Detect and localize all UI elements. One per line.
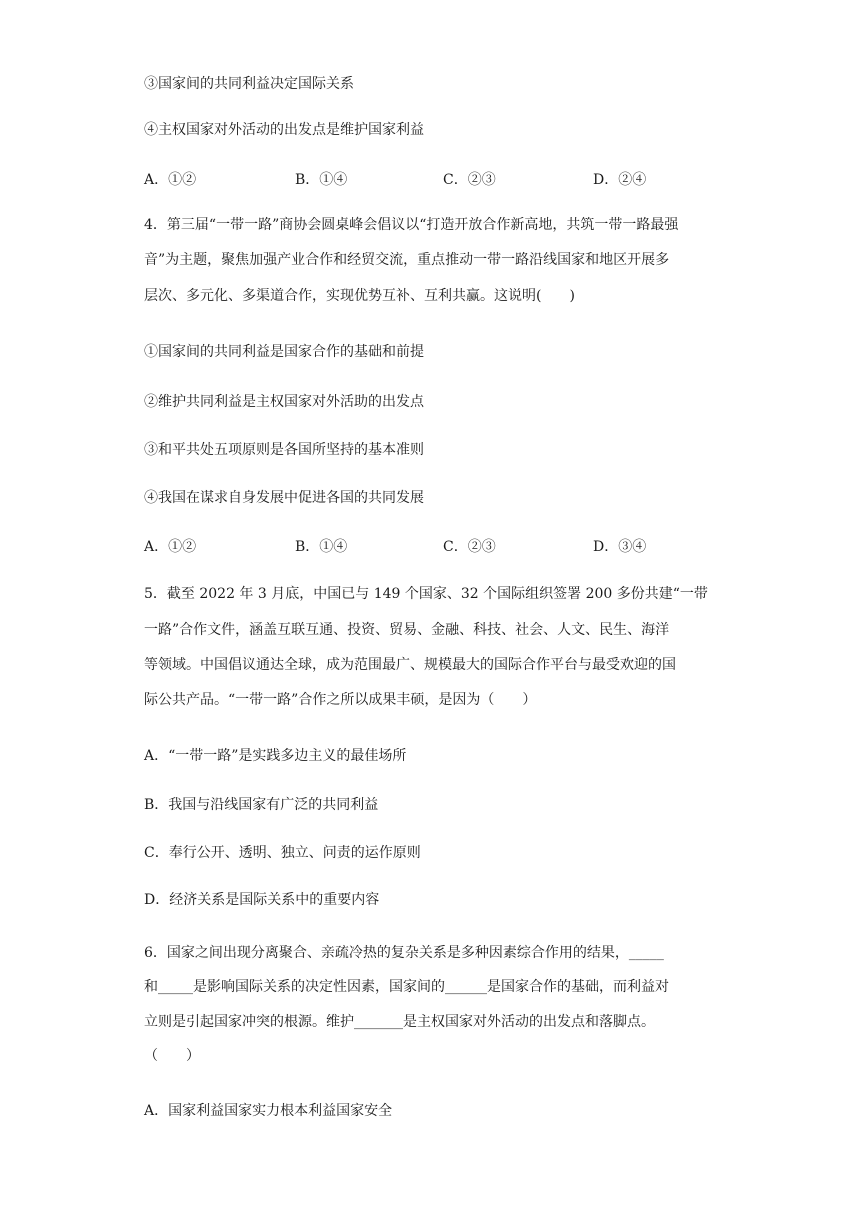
q3-option-a: A．①② bbox=[144, 172, 197, 188]
q3-statement-3: ③国家间的共同利益决定国际关系 bbox=[144, 76, 354, 92]
q4-stem-line-2: 音”为主题，聚焦加强产业合作和经贸交流，重点推动一带一路沿线国家和地区开展多 bbox=[144, 252, 670, 268]
q5-stem-line-3: 等领域。中国倡议通达全球，成为范围最广、规模最大的国际合作平台与最受欢迎的国 bbox=[144, 657, 676, 673]
q6-option-a: A．国家利益国家实力根本利益国家安全 bbox=[144, 1103, 393, 1119]
q5-stem-line-2: 一路”合作文件，涵盖互联互通、投资、贸易、金融、科技、社会、人文、民生、海洋 bbox=[144, 622, 670, 638]
q3-option-c: C．②③ bbox=[443, 172, 496, 188]
q5-stem-line-1: 5．截至 2022 年 3 月底，中国已与 149 个国家、32 个国际组织签署 200 多份共建“一带 bbox=[144, 586, 708, 602]
q4-option-b: B．①④ bbox=[295, 539, 348, 555]
q3-options bbox=[144, 170, 744, 190]
q5-option-b: B．我国与沿线国家有广泛的共同利益 bbox=[144, 797, 379, 813]
q5-option-d: D．经济关系是国际关系中的重要内容 bbox=[144, 892, 380, 908]
q3-option-b: B．①④ bbox=[295, 172, 348, 188]
q5-option-a: A．“一带一路”是实践多边主义的最佳场所 bbox=[144, 748, 407, 764]
q4-stem-line-1: 4．第三届“一带一路”商协会圆桌峰会倡议以“打造开放合作新高地，共筑一带一路最强 bbox=[144, 217, 679, 233]
q4-options bbox=[144, 537, 744, 557]
q4-statement-4: ④我国在谋求自身发展中促进各国的共同发展 bbox=[144, 490, 424, 506]
q4-option-a: A．①② bbox=[144, 539, 197, 555]
q3-statement-4: ④主权国家对外活动的出发点是维护国家利益 bbox=[144, 122, 424, 138]
q4-statement-2: ②维护共同利益是主权国家对外活助的出发点 bbox=[144, 394, 424, 410]
q5-option-c: C．奉行公开、透明、独立、问责的运作原则 bbox=[144, 845, 421, 861]
q4-statement-3: ③和平共处五项原则是各国所坚持的基本准则 bbox=[144, 442, 424, 458]
q6-stem-line-2: 和_____是影响国际关系的决定性因素，国家间的______是国家合作的基础，而利益对 bbox=[144, 979, 669, 995]
q6-stem-line-3: 立则是引起国家冲突的根源。维护_______是主权国家对外活动的出发点和落脚点。 bbox=[144, 1014, 655, 1030]
q4-option-d: D．③④ bbox=[593, 539, 647, 555]
q5-stem-line-4: 际公共产品。“一带一路”合作之所以成果丰硕，是因为（ ） bbox=[144, 692, 537, 708]
q6-stem-line-1: 6．国家之间出现分离聚合、亲疏冷热的复杂关系是多种因素综合作用的结果，_____ bbox=[144, 945, 664, 961]
q6-answer-paren: （ ） bbox=[144, 1048, 200, 1064]
q3-option-d: D．②④ bbox=[593, 172, 647, 188]
q4-statement-1: ①国家间的共同利益是国家合作的基础和前提 bbox=[144, 344, 424, 360]
q4-option-c: C．②③ bbox=[443, 539, 496, 555]
q4-stem-line-3: 层次、多元化、多渠道合作，实现优势互补、互利共赢。这说明( ) bbox=[144, 288, 575, 304]
